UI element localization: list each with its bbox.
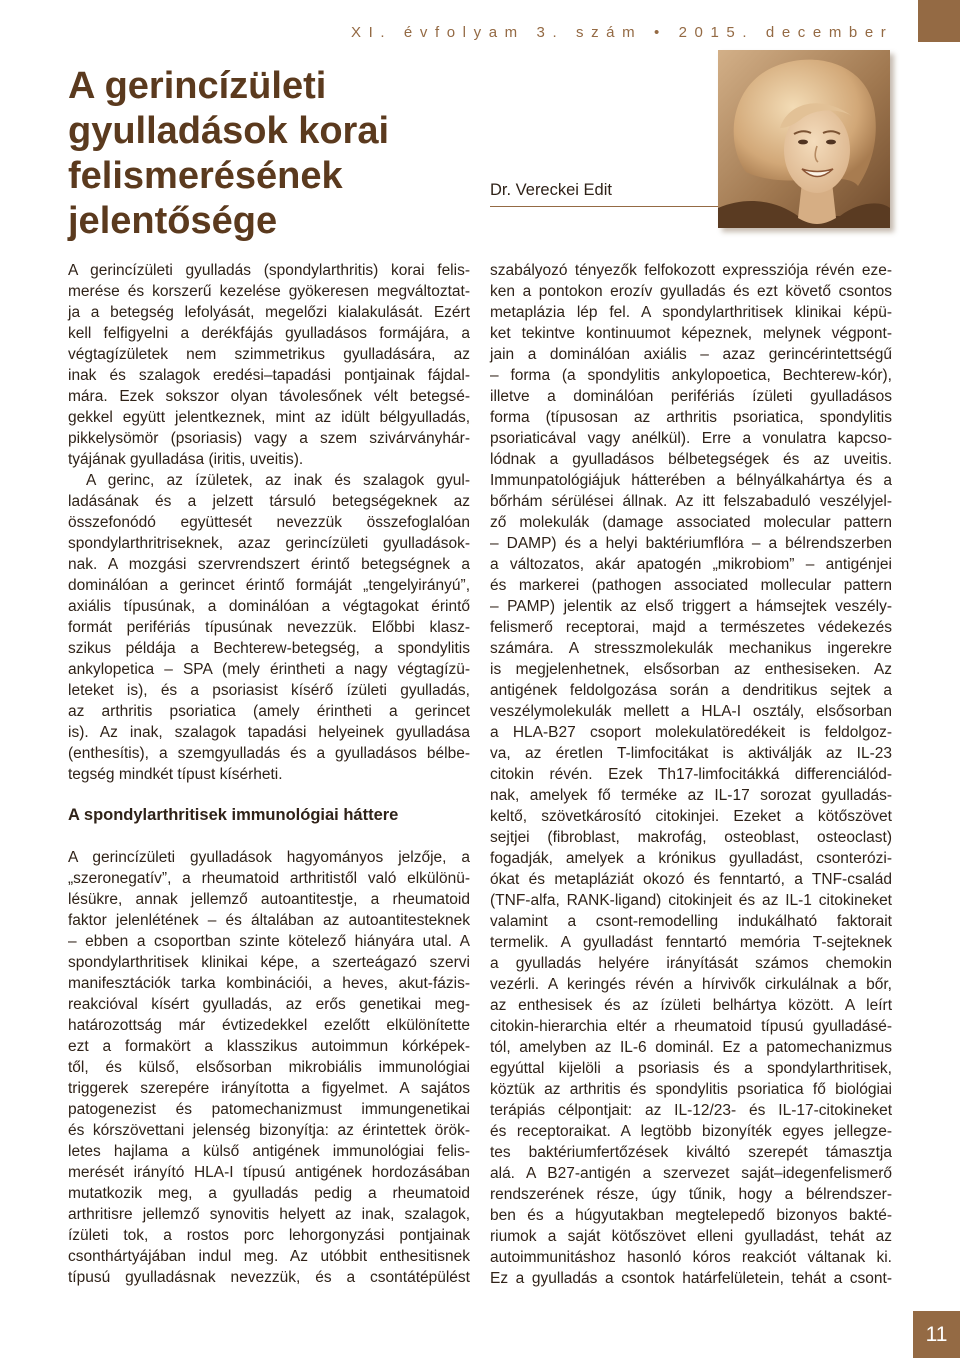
text-line: Immunpatológiájuk hátterében a bélnyálkahártya és a [490,472,892,489]
text-line: az arthritis psoriatica (amely érintheti a gerincet [68,703,470,720]
text-line: is megjelenhetnek, elsősorban az enthesiseken. Az [490,661,892,678]
text-line: végtagízületek nem szimmetrikus gyulladására, az [68,346,470,363]
text-line: termelik. A gyulladást fenntartó memória T-sejteknek [490,934,892,951]
text-line: ezt a formakört a klasszikus autoimmun kórképek- [68,1038,470,1055]
text-line: ízületi tok, a rostos porc lehorgonyzási pontjainak [68,1227,470,1244]
text-line: és receptoraikat. A legtöbb bizonyíték egyes jellegze- [490,1123,892,1140]
text-line: ben és a húgyutakban megtelepedő bizonyos bakté- [490,1207,892,1224]
text-line: formát perifériás típusúnak nevezzük. Előbbi klasz- [68,619,470,636]
photo-eye-left [798,140,808,145]
text-line: ken a pontokon erozív gyulladás és ezt követő csontos [490,283,892,300]
text-line: től, és külső, elsősorban mikrobiális immunológiai [68,1059,470,1076]
text-line: a HLA-B27 csoport molekulatöredékeit is feldolgoz- [490,724,892,741]
text-line: inak és szalagok eredési–tapadási pontjainak fájdal- [68,367,470,384]
text-line: A gerincízületi gyulladások hagyományos jelzője, a [68,849,470,866]
text-line: autoimmunitáshoz hasonló kóros reakciót váltanak ki. [490,1249,892,1266]
section-heading: A spondylarthritisek immunológiai háttere [68,806,399,824]
corner-tab [918,0,960,42]
text-line: ókat és metapláziát okozó és fenntartó, a TNF-család [490,871,892,888]
text-line: és kórszövettani jelenség bizonyítja: az érintettek örök- [68,1122,470,1139]
text-line: fogadják, amelyek a krónikus gyulladást, csonterózi- [490,850,892,867]
text-line: ző molekulák (damage associated molecular pattern [490,514,892,531]
text-line: arthritisre jellemző synovitis helyett az inak, szalagok, [68,1206,470,1223]
text-line: mára. Ezek sokszor olyan távolesőnek vélt betegsé- [68,388,470,405]
text-line: forma (típusosan az arthritis psoriatica, spondylitis [490,409,892,426]
text-line: is). Az inak, szalagok tapadási helyeinek gyulladása [68,724,470,741]
text-line: bőrhám sérülései állnak. Az itt felszabaduló veszélyjel- [490,493,892,510]
text-line: triggerek szerepére irányította a figyelmet. A sajátos [68,1080,470,1097]
text-line: terápiás célpontjait: az IL-12/23- és IL-17-citokineket [490,1102,892,1119]
text-line: csonthártyájában indul meg. Az utóbbit enthesitisnek [68,1248,470,1265]
text-line: nak. A mozgási szervrendszert érintő betegségnek a [68,556,470,573]
text-line: illetve a dominálóan perifériás ízületi gyulladásos [490,388,892,405]
title-line: gyulladások korai [68,110,390,152]
intro-text [68,260,470,785]
text-line: gekkel együtt jelentkeznek, mint az idült bélgyulladás, [68,409,470,426]
author-caption: Dr. Vereckei Edit [490,181,612,199]
text-line: leteket is), és a psoriasist kísérő ízületi gyulladás, [68,682,470,699]
text-line: antigének feldolgozása során a dendritikus sejtek a [490,682,892,699]
text-line: ladásának és a jelzett társuló betegségeknek az [68,493,470,510]
text-line: va, az éretlen T-limfocitákat is aktiválják az IL-23 [490,745,892,762]
text-line: – ebben a csoportban szinte kötelező hiányára utal. A [68,933,470,950]
text-line: tyájának gyulladása (iritis, uveitis). [68,451,304,468]
text-line: merése és korszerű kezelése gyökeresen megváltoztat- [68,283,470,300]
text-line: köztük az arthritis és spondylitis psoriatica fő biológiai [490,1081,892,1098]
text-line: lésükre, annak jellemző autoantitestje, a rheumatoid [68,891,470,908]
title-line: jelentősége [68,200,278,242]
text-line: – PAMP) jelentik az első triggert a hámsejtek veszély- [490,598,892,615]
text-line: metaplázia lép fel. A spondylarthritisek klinikai képü- [490,304,892,321]
text-line: merését irányító HLA-I típusú antigének hordozásában [68,1164,470,1181]
text-line: spondylarthritriseknek, azaz gerincízületi gyulladások- [68,535,470,552]
section-text-left [68,847,470,1288]
text-line: sejtjei (fibroblast, makrofág, osteoblast, osteoclast) [490,829,892,846]
text-line: szabályozó tényezők felfokozott expressziója révén eze- [490,262,892,279]
text-line: veszélymolekulák mellett a HLA-I osztály, elsősorban [490,703,892,720]
text-line: jain a dominálóan axiális – azaz gerincérintettségű [490,346,892,363]
text-line: határozottság már évtizedekkel ezelőtt elkülönítette [68,1017,470,1034]
text-line: a változatos, akár apatogén „mikrobiom” – antigénjei [490,556,892,573]
text-line: tegség mindkét típust kísérheti. [68,766,283,783]
text-line: A gerinc, az ízületek, az inak és szalagok gyul- [86,472,470,489]
text-line: A gerincízületi gyulladás (spondylarthritis) korai felis- [68,262,470,279]
text-line: psoriaticával vagy anélkül). Erre a vonulatra kapcso- [490,430,892,447]
text-line: lódnak a gyulladásos bélbetegségek és az uveitis. [490,451,892,468]
text-line: citokin révén. Ezek Th17-limfocitákká differenciálód- [490,766,892,783]
text-line: mutatkozik meg, a gyulladás pedig a rheumatoid [68,1185,470,1202]
page-number: 11 [913,1311,960,1358]
text-line: számára. A stresszmolekulák mechanikus ingerekre [490,640,892,657]
text-line: tól, amelyben az IL-6 dominál. Ez a patomechanizmus [490,1039,892,1056]
text-line: nak, amelyek fő terméke az IL-17 sorozat gyulladás- [490,787,892,804]
text-line: riumok a saját kötőszövet elleni gyulladást, tehát az [490,1228,892,1245]
text-line: az enthesisek és az ízületi belhártya között. A leírt [490,997,892,1014]
text-line: valamint a csont-remodelling indukálható faktorait [490,913,892,930]
text-line: a gyulladás helyére irányítását számos chemokin [490,955,892,972]
text-line: összefonódó együttesét nevezzük összefoglalóan [68,514,470,531]
author-photo [718,50,890,228]
caption-rule [490,206,718,207]
author-photo-image [718,50,890,228]
text-line: vezérli. A keringés révén a hírvivők cirkulálnak a bőr, [490,976,892,993]
text-line: ankylopetica – SPA (mely érintheti a nagy végtagízü- [68,661,470,678]
text-line: (TNF-alfa, RANK-ligand) citokinjeit és az IL-1 citokineket [490,892,892,909]
text-line: letes hajlama a külső antigének immunológiai felis- [68,1143,470,1160]
section-text-right [490,260,892,1289]
text-line: reakcióval kísért gyulladás, az erős genetikai meg- [68,996,470,1013]
text-line: faktor jelenlétének – és általában az autoantitesteknek [68,912,470,929]
photo-eye-right [826,140,836,145]
text-line: manifesztációk tarka kombinációi, a heves, akut-fázis- [68,975,470,992]
text-line: alá. A B27-antigén a szervezet saját–idegenfelismerő [490,1165,892,1182]
text-line: „szeronegatív”, a rheumatoid arthritistől való elkülönü- [68,870,470,887]
text-line: ket tekintve kontinuumot képeznek, melynek végpont- [490,325,892,342]
text-line: szikus példája a Bechterew-betegség, a spondylitis [68,640,470,657]
text-line: spondylarthritisek klinikai képe, a szerteágazó szervi [68,954,470,971]
text-line: és markerei (pathogen associated mollecular pattern [490,577,892,594]
title-line: felismerésének [68,155,343,197]
text-line: rendszerének része, úgy tűnik, hogy a bélrendszer- [490,1186,892,1203]
text-line: axiális típusúnak, a dominálóan a végtagokat érintő [68,598,470,615]
text-line: típusú gyulladásnak nevezzük, és a csontátépülést [68,1269,470,1286]
text-line: Ez a gyulladás a csontok határfelületein, tehát a csont- [490,1270,892,1287]
text-line: dominálóan a gerincet érintő formáját „tengelyirányú”, [68,577,470,594]
issue-header: XI. évfolyam 3. szám • 2015. december [351,24,894,41]
title-line: A gerincízületi [68,65,327,107]
text-line: tes baktériumfertőzések kiváltó szerepét támasztja [490,1144,892,1161]
article-title [68,64,389,244]
text-line: patogenezist és patomechanizmust immungenetikai [68,1101,470,1118]
text-line: (enthesítis), a szemgyulladás és a gyulladásos bélbe- [68,745,470,762]
text-line: kell felfigyelni a derékfájás gyulladásos formájára, a [68,325,470,342]
text-line: ja a betegség lefolyását, megelőzi kialakulását. Ezért [68,304,470,321]
text-line: citokin-hierarchia eltér a rheumatoid típusú gyulladásé- [490,1018,892,1035]
text-line: felismerő receptorai, majd a természetes védekezés [490,619,892,636]
text-line: – DAMP) és a helyi baktériumflóra – a bélrendszerben [490,535,892,552]
text-line: keltő, szövetkárosító citokinjei. Ezeket a kötőszövet [490,808,892,825]
text-line: – forma (a spondylitis ankylopoetica, Bechterew-kór), [490,367,892,384]
text-line: pikkelysömör (psoriasis) vagy a szem szivárványhár- [68,430,470,447]
text-line: egyúttal kijelöli a psoriasis és a spondylarthritisek, [490,1060,892,1077]
